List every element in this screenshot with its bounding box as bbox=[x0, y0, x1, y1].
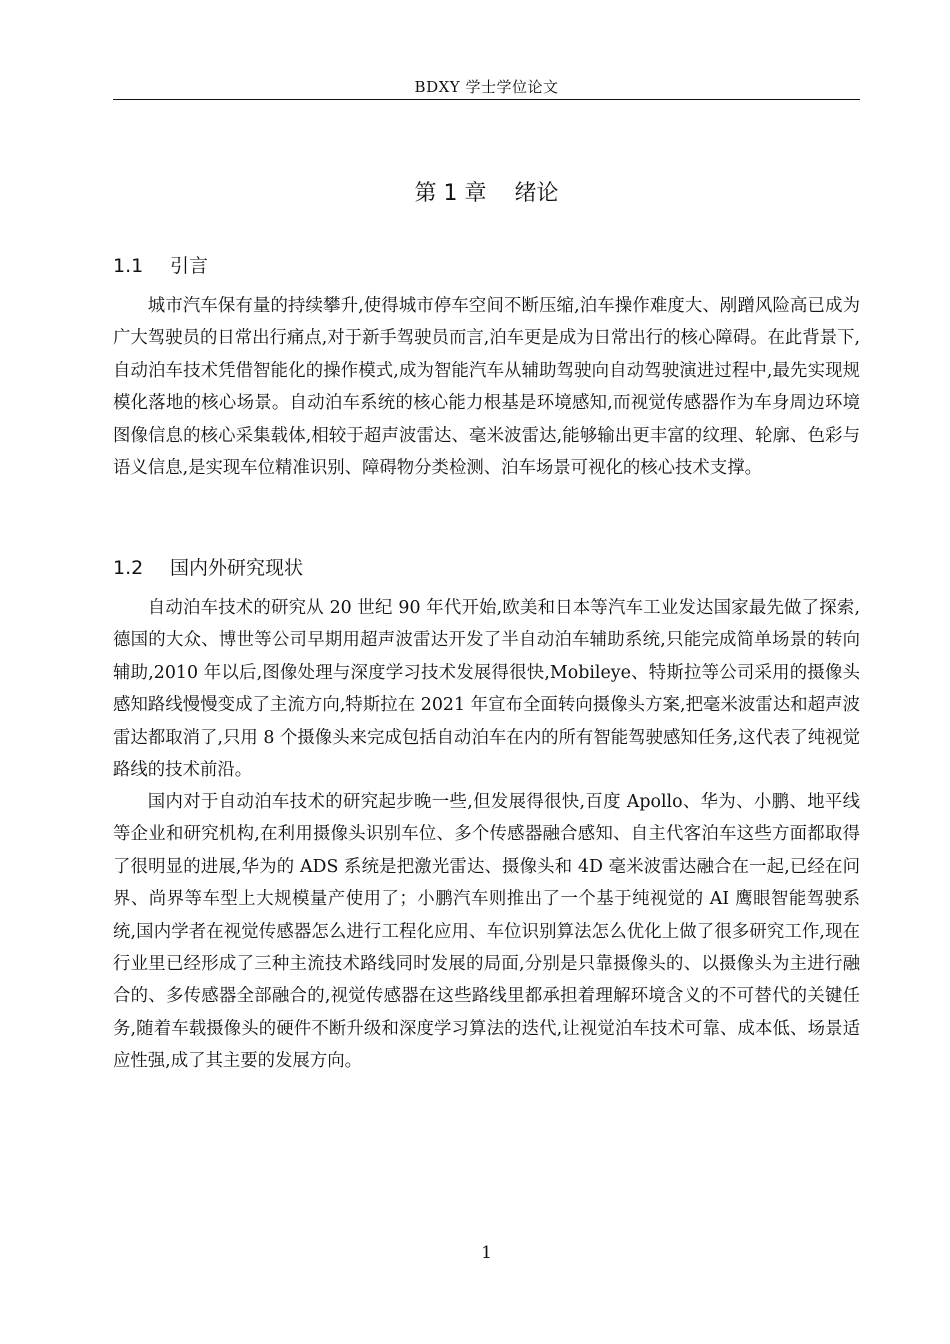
paragraph-foreign-research: 自动泊车技术的研究从 20 世纪 90 年代开始,欧美和日本等汽车工业发达国家最先做了探索,德国的大众、博世等公司早期用超声波雷达开发了半自动泊车辅助系统,只能完成简单场景的转向辅助,2010 年以后,图像处理与深度学习技术发展得很快,Mobileye、特斯拉等公司采用的摄像头感知路线慢慢变成了主流方向,特斯拉在 2021 年宣布全面转向摄像头方案,把毫米波雷达和超声波雷达都取消了,只用 8 个摄像头来完成包括自动泊车在内的所有智能驾驶感知任务,这代表了纯视觉路线的技术前沿。 bbox=[113, 598, 860, 781]
page-number: 1 bbox=[481, 1243, 492, 1263]
section-heading-1-2 bbox=[113, 554, 860, 582]
section-number: 1.2 bbox=[113, 557, 144, 579]
running-header: BDXY 学士学位论文 bbox=[414, 78, 559, 96]
section-number: 1.1 bbox=[113, 255, 144, 277]
header-rule bbox=[113, 99, 860, 100]
chapter-title: 第 1 章 绪论 bbox=[414, 181, 559, 206]
section-title: 引言 bbox=[170, 255, 209, 277]
paragraph-introduction: 城市汽车保有量的持续攀升,使得城市停车空间不断压缩,泊车操作难度大、剐蹭风险高已成为广大驾驶员的日常出行痛点,对于新手驾驶员而言,泊车更是成为日常出行的核心障碍。在此背景下,自动泊车技术凭借智能化的操作模式,成为智能汽车从辅助驾驶向自动驾驶演进过程中,最先实现规模化落地的核心场景。自动泊车系统的核心能力根基是环境感知,而视觉传感器作为车身周边环境图像信息的核心采集载体,相较于超声波雷达、毫米波雷达,能够输出更丰富的纹理、轮廓、色彩与语义信息,是实现车位精准识别、障碍物分类检测、泊车场景可视化的核心技术支撑。 bbox=[113, 296, 860, 479]
paragraph-domestic-research: 国内对于自动泊车技术的研究起步晚一些,但发展得很快,百度 Apollo、华为、小鹏、地平线等企业和研究机构,在利用摄像头识别车位、多个传感器融合感知、自主代客泊车这些方面都取得了很明显的进展,华为的 ADS 系统是把激光雷达、摄像头和 4D 毫米波雷达融合在一起,已经在问界、尚界等车型上大规模量产使用了；小鹏汽车则推出了一个基于纯视觉的 AI 鹰眼智能驾驶系统,国内学者在视觉传感器怎么进行工程化应用、车位识别算法怎么优化上做了很多研究工作,现在行业里已经形成了三种主流技术路线同时发展的局面,分别是只靠摄像头的、以摄像头为主进行融合的、多传感器全部融合的,视觉传感器在这些路线里都承担着理解环境含义的不可替代的关键任务,随着车载摄像头的硬件不断升级和深度学习算法的迭代,让视觉泊车技术可靠、成本低、场景适应性强,成了其主要的发展方向。 bbox=[113, 792, 860, 1072]
section-heading-1-1 bbox=[113, 252, 860, 280]
section-title: 国内外研究现状 bbox=[170, 557, 304, 579]
